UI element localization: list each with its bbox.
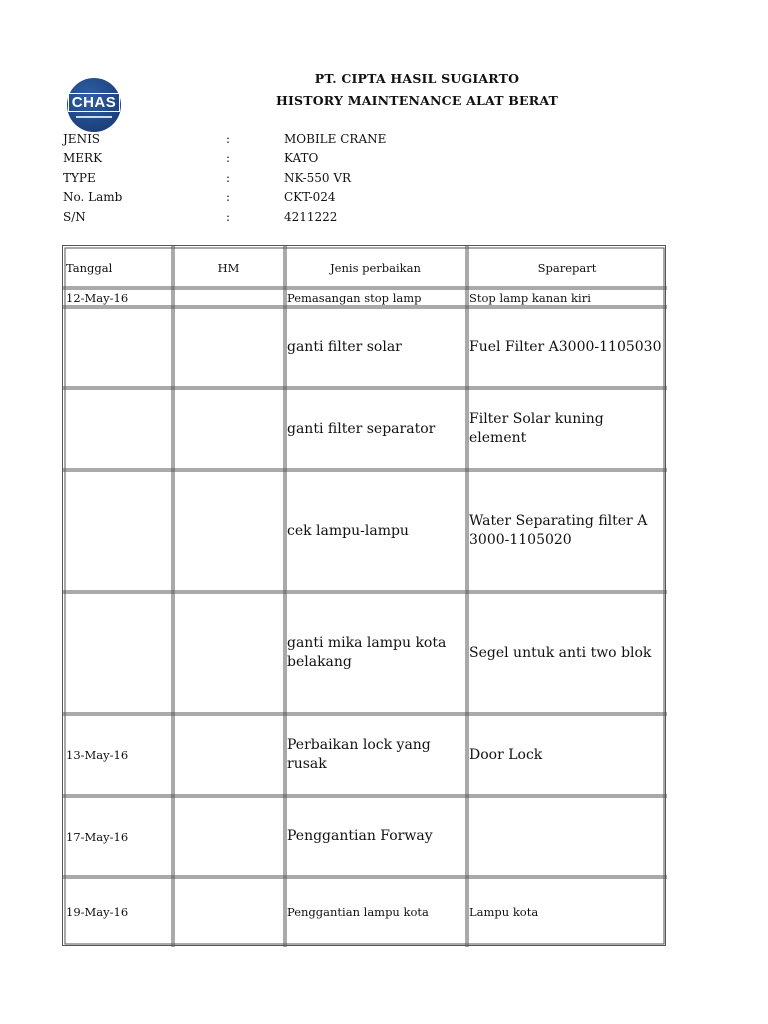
info-value-sn: 4211222 [284,209,338,224]
cell-tanggal [66,594,170,712]
info-label-jenis: JENIS [63,132,101,146]
company-name: PT. CIPTA HASIL SUGIARTO [314,71,520,86]
column-header-jenis-perbaikan: Jenis perbaikan [330,260,421,275]
info-label-merk: MERK [63,151,103,166]
info-sep: : [226,209,231,224]
cell-sparepart: Filter Solar kuning element [469,411,604,446]
cell-hm [175,798,282,875]
cell-sparepart: Lampu kota [469,905,539,919]
cell-tanggal [66,472,170,590]
info-sep: : [226,190,231,205]
cell-sparepart: Segel untuk anti two blok [469,644,652,661]
cell-tanggal: 19-May-16 [66,905,129,919]
cell-hm [175,309,282,386]
column-header-sparepart: Sparepart [537,260,597,275]
info-value-no-lamb: CKT-024 [284,190,336,205]
info-label-no-lamb: No. Lamb [63,190,123,205]
maintenance-table [62,245,666,946]
info-sep: : [226,151,231,166]
cell-hm [175,390,282,468]
cell-tanggal: 17-May-16 [66,829,129,844]
cell-jenis-perbaikan: cek lampu-lampu [287,522,409,539]
logo-tagline-mark [76,116,112,118]
info-values [284,130,386,227]
cell-jenis-perbaikan: ganti filter separator [287,420,436,437]
cell-sparepart: Fuel Filter A3000-1105030 [469,339,662,355]
cell-sparepart: Stop lamp kanan kiri [469,290,591,305]
info-label-sn: S/N [63,209,86,224]
cell-hm [175,879,282,945]
info-value-type: NK-550 VR [284,170,352,185]
cell-tanggal: 12-May-16 [66,290,129,305]
cell-jenis-perbaikan: Penggantian Forway [287,828,433,844]
cell-hm [175,290,282,305]
info-separators [226,130,230,227]
info-labels [63,130,122,227]
info-label-type: TYPE [63,170,96,185]
document-title: HISTORY MAINTENANCE ALAT BERAT [275,93,559,108]
cell-hm [175,594,282,712]
info-value-jenis: MOBILE CRANE [284,132,387,146]
cell-sparepart: Water Separating filter A 3000-1105020 [469,513,648,548]
logo-text: CHAS [68,93,121,112]
cell-jenis-perbaikan: Penggantian lampu kota [287,905,429,919]
cell-tanggal [66,309,170,386]
column-header-hm: HM [217,260,240,275]
cell-sparepart: Door Lock [469,746,543,763]
cell-jenis-perbaikan: Pemasangan stop lamp [287,290,422,305]
info-sep: : [226,132,231,146]
info-sep: : [226,170,231,185]
cell-tanggal: 13-May-16 [66,748,129,762]
cell-tanggal [66,390,170,468]
cell-jenis-perbaikan: Perbaikan lock yang rusak [287,737,431,772]
column-header-tanggal: Tanggal [66,260,113,275]
cell-hm [175,716,282,794]
cell-jenis-perbaikan: ganti mika lampu kota belakang [287,635,447,670]
cell-sparepart [469,798,665,875]
info-value-merk: KATO [284,151,319,166]
cell-hm [175,472,282,590]
cell-jenis-perbaikan: ganti filter solar [287,339,402,355]
